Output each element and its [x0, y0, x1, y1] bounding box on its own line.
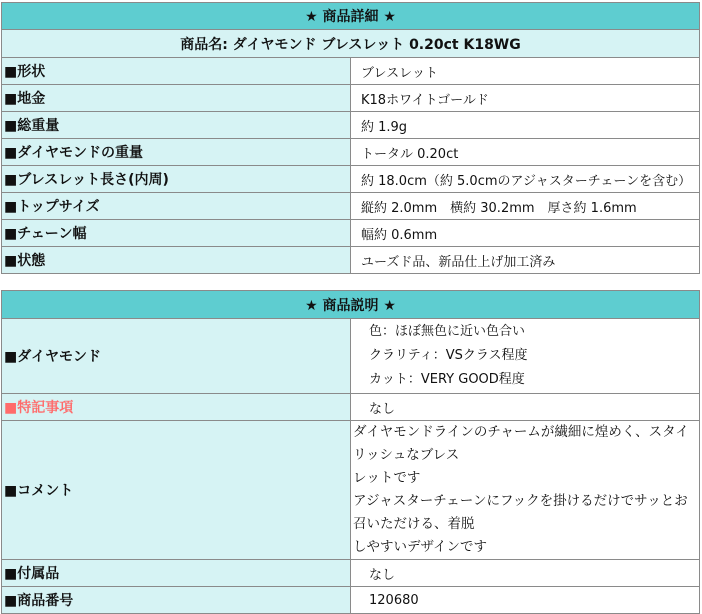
- row-value: 約 1.9g: [351, 112, 700, 139]
- product-name: 商品名: ダイヤモンド ブレスレット 0.20ct K18WG: [2, 30, 700, 58]
- row-label: ■トップサイズ: [2, 193, 351, 220]
- table-row: [2, 166, 700, 193]
- comment-value: [351, 421, 700, 560]
- product-number-value: 120680: [351, 587, 700, 614]
- row-label: ■総重量: [2, 112, 351, 139]
- special-notes-value: なし: [351, 394, 700, 421]
- row-value: ブレスレット: [351, 58, 700, 85]
- row-label: ■ブレスレット長さ(内周): [2, 166, 351, 193]
- row-value: ユーズド品、新品仕上げ加工済み: [351, 247, 700, 274]
- accessories-row: [2, 560, 700, 587]
- special-notes-label: ■特記事項: [2, 394, 351, 421]
- diamond-value: [351, 319, 700, 394]
- diamond-cut-line: カット：VERY GOOD程度: [369, 372, 525, 387]
- comment-line: ダイヤモンドラインのチャームが繊細に煌めく、スタイリッシュなブレス: [353, 424, 689, 463]
- comment-label: ■コメント: [2, 421, 351, 560]
- table-row: [2, 112, 700, 139]
- row-value: トータル 0.20ct: [351, 139, 700, 166]
- row-value: K18ホワイトゴールド: [351, 85, 700, 112]
- row-label: ■形状: [2, 58, 351, 85]
- row-label: ■ダイヤモンドの重量: [2, 139, 351, 166]
- product-number-row: [2, 587, 700, 614]
- table-row: [2, 58, 700, 85]
- row-label: ■地金: [2, 85, 351, 112]
- row-label: ■状態: [2, 247, 351, 274]
- details-header: ★ 商品詳細 ★: [2, 3, 700, 30]
- comment-row: [2, 421, 700, 560]
- row-label: ■チェーン幅: [2, 220, 351, 247]
- table-row: [2, 220, 700, 247]
- row-value: 約 18.0cm（約 5.0cmのアジャスターチェーンを含む）: [351, 166, 700, 193]
- comment-line: レットです: [353, 470, 421, 486]
- diamond-row: [2, 319, 700, 394]
- description-header: ★ 商品説明 ★: [2, 291, 700, 319]
- accessories-label: ■付属品: [2, 560, 351, 587]
- product-description-table: [1, 290, 700, 614]
- accessories-value: なし: [351, 560, 700, 587]
- comment-line: アジャスターチェーンにフックを掛けるだけでサッとお召いただける、着脱: [353, 493, 688, 532]
- special-notes-row: [2, 394, 700, 421]
- comment-line: しやすいデザインです: [353, 539, 488, 555]
- product-number-label: ■商品番号: [2, 587, 351, 614]
- details-header-row: [2, 3, 700, 30]
- table-row: [2, 193, 700, 220]
- row-value: 幅約 0.6mm: [351, 220, 700, 247]
- table-row: [2, 247, 700, 274]
- diamond-clarity-line: クラリティ：VSクラス程度: [369, 348, 528, 363]
- product-name-row: [2, 30, 700, 58]
- diamond-color-line: 色：ほぼ無色に近い色合い: [369, 324, 526, 339]
- row-value: 縦約 2.0mm 横約 30.2mm 厚さ約 1.6mm: [351, 193, 700, 220]
- table-row: [2, 139, 700, 166]
- description-header-row: [2, 291, 700, 319]
- table-row: [2, 85, 700, 112]
- diamond-label: ■ダイヤモンド: [2, 319, 351, 394]
- product-details-table: [1, 2, 700, 274]
